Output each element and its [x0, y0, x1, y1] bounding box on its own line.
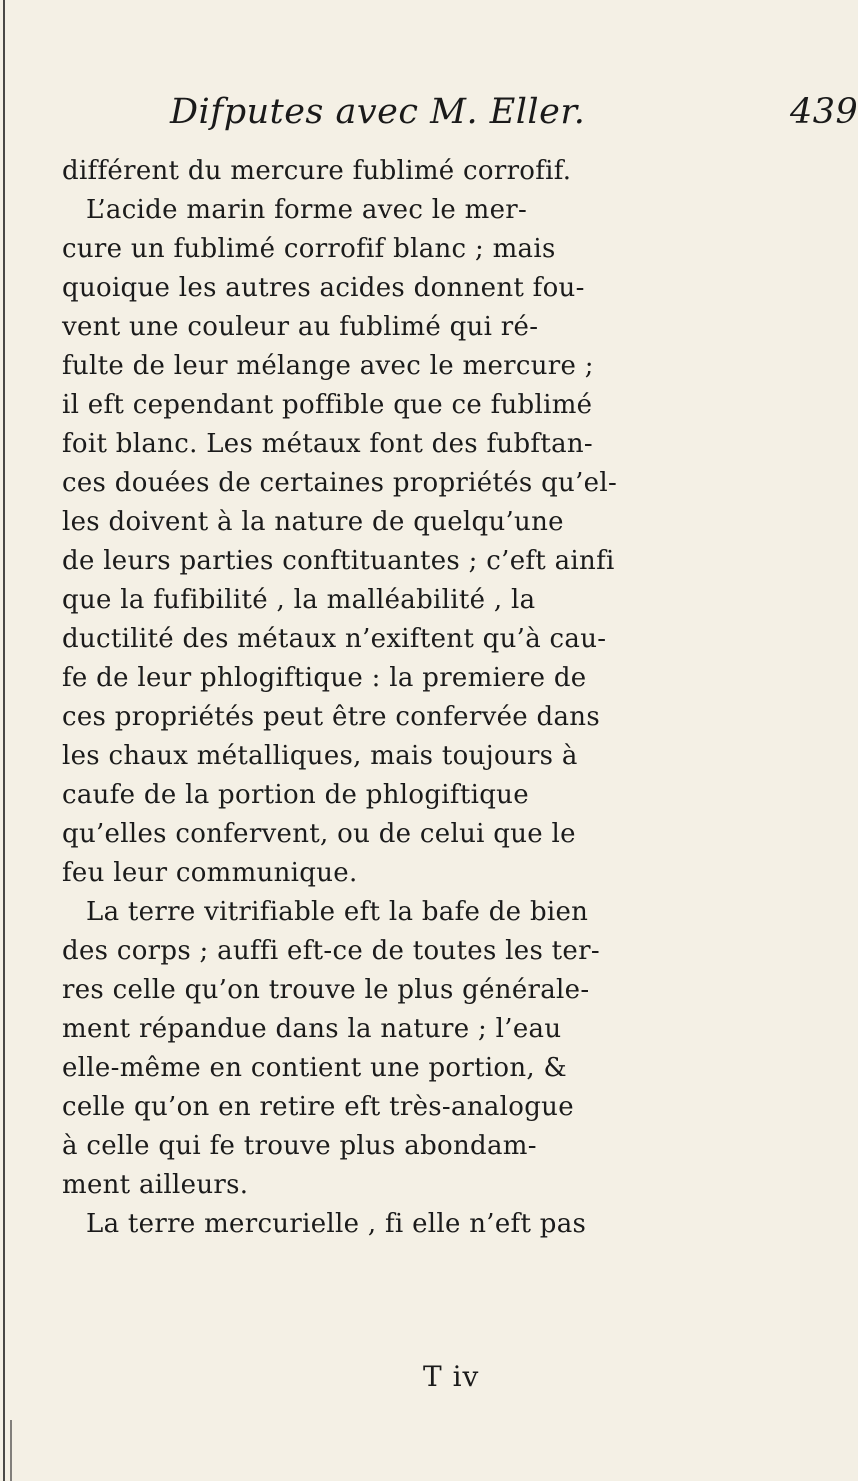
signature-mark: T iv	[423, 1360, 480, 1393]
text-line: caufe de la portion de phlogiftique	[62, 780, 529, 810]
text-line: les chaux métalliques, mais toujours à	[62, 741, 578, 771]
text-line: feu leur communique.	[62, 858, 358, 888]
text-line: fe de leur phlogiftique : la premiere de	[62, 663, 587, 693]
text-line: ment ailleurs.	[62, 1170, 249, 1200]
text-line: à celle qui fe trouve plus abondam-	[62, 1131, 537, 1161]
text-line: ductilité des métaux n’exiftent qu’à cau-	[62, 624, 607, 654]
text-line: fulte de leur mélange avec le mercure ;	[62, 351, 594, 381]
text-line: les doivent à la nature de quelqu’une	[62, 507, 564, 537]
text-line: de leurs parties conftituantes ; c’eft ainfi	[62, 546, 615, 576]
text-line: celle qu’on en retire eft très-analogue	[62, 1092, 574, 1122]
running-header	[170, 92, 858, 140]
body-text	[62, 152, 702, 1244]
text-line: La terre mercurielle , fi elle n’eft pas	[86, 1209, 587, 1239]
text-line: La terre vitrifiable eft la bafe de bien	[86, 897, 589, 927]
text-line: ment répandue dans la nature ; l’eau	[62, 1014, 562, 1044]
text-line: qu’elles confervent, ou de celui que le	[62, 819, 576, 849]
text-line: L’acide marin forme avec le mer-	[86, 195, 528, 225]
text-line: cure un fublimé corrofif blanc ; mais	[62, 234, 556, 264]
text-line: vent une couleur au fublimé qui ré-	[62, 312, 539, 342]
text-line: différent du mercure fublimé corrofif.	[62, 156, 572, 186]
text-line: foit blanc. Les métaux font des fubftan-	[62, 429, 594, 459]
page-edge-line	[3, 0, 5, 1481]
page-number: 439	[790, 92, 858, 132]
text-line: quoique les autres acides donnent fou-	[62, 273, 585, 303]
text-line: ces douées de certaines propriétés qu’el-	[62, 468, 618, 498]
text-line: des corps ; auffi eft-ce de toutes les ter-	[62, 936, 600, 966]
text-line: que la fufibilité , la malléabilité , la	[62, 585, 536, 615]
page-edge-line-lower	[10, 1420, 12, 1481]
text-line: il eft cependant poffible que ce fublimé	[62, 390, 593, 420]
text-line: res celle qu’on trouve le plus générale-	[62, 975, 590, 1005]
running-title: Difputes avec M. Eller.	[170, 92, 586, 132]
text-line: elle-même en contient une portion, &	[62, 1053, 568, 1083]
text-line: ces propriétés peut être confervée dans	[62, 702, 600, 732]
